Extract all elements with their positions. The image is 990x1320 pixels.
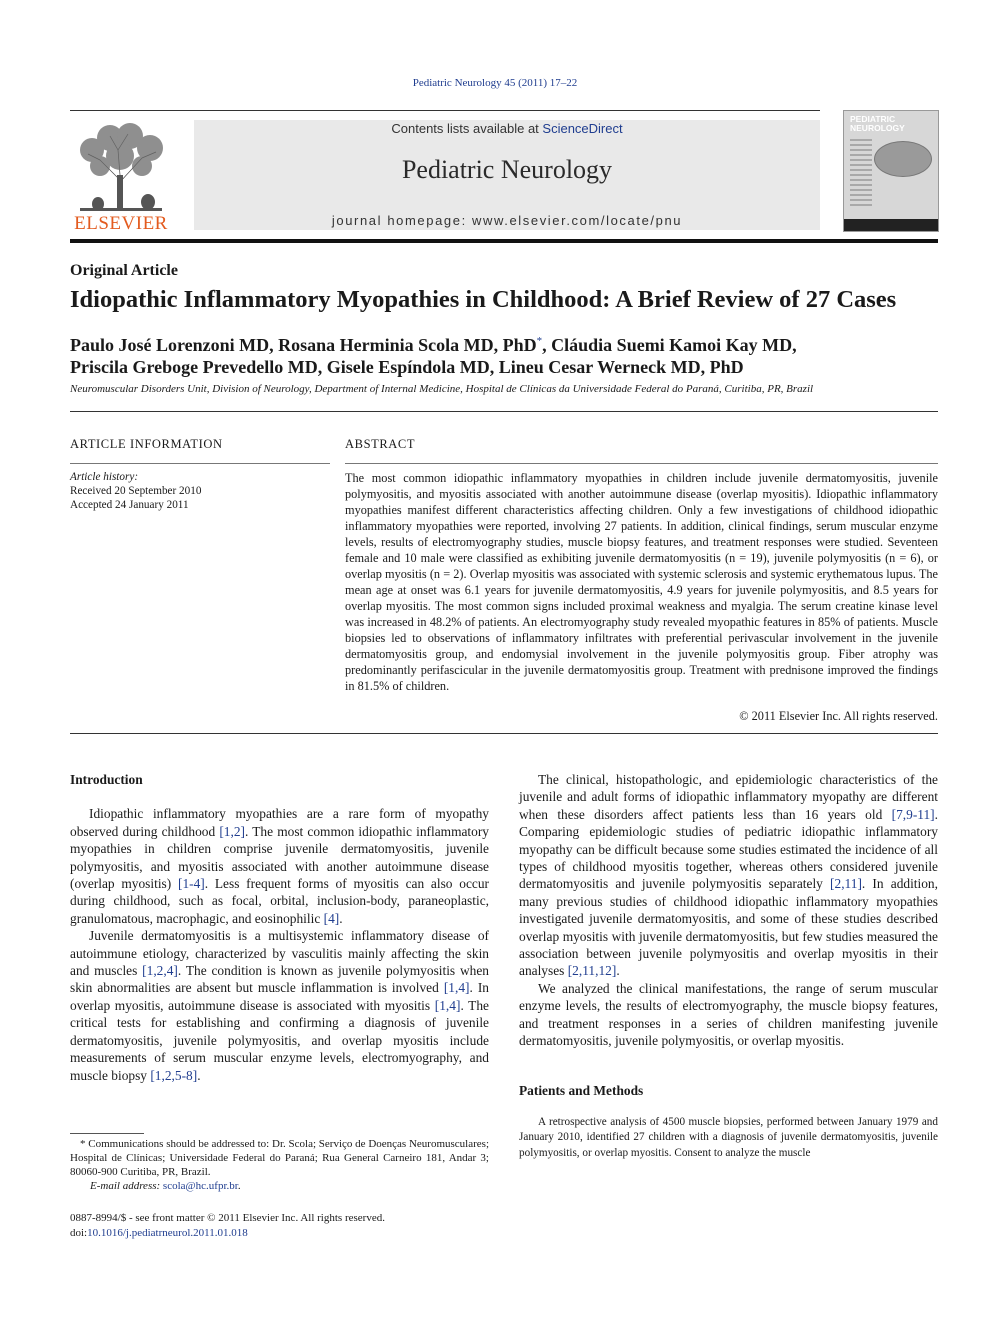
journal-title: Pediatric Neurology bbox=[401, 155, 613, 184]
cover-title: PEDIATRIC NEUROLOGY bbox=[850, 114, 905, 133]
rule bbox=[70, 411, 938, 412]
correspondence-footnote: * Communications should be addressed to: Dr. Scola; Serviço de Doenças Neuromusculares; Hospital de Clínicas; Universidade Federal do Paraná; Rua General Carneiro 181, Andar 3; 80060-900 Curitiba, PR, Brazil. E-mail address: scola@hc.ufpr.br. bbox=[70, 1138, 489, 1192]
article-info-heading: ARTICLE INFORMATION bbox=[70, 437, 223, 451]
citation-link[interactable]: [1,4] bbox=[443, 980, 470, 996]
introduction-heading: Introduction bbox=[70, 772, 143, 787]
doi-link[interactable]: 10.1016/j.pediatrneurol.2011.01.018 bbox=[87, 1227, 248, 1239]
corresponding-author-marker[interactable]: * bbox=[536, 335, 543, 347]
cover-footer-bar bbox=[844, 219, 938, 231]
methods-heading: Patients and Methods bbox=[519, 1082, 644, 1098]
abstract-heading: ABSTRACT bbox=[345, 437, 416, 451]
abstract-copyright: © 2011 Elsevier Inc. All rights reserved. bbox=[739, 709, 938, 723]
citation-link[interactable]: [4] bbox=[323, 910, 340, 926]
left-column bbox=[70, 771, 489, 1084]
sciencedirect-link[interactable]: ScienceDirect bbox=[542, 121, 623, 136]
cover-text-lines bbox=[850, 139, 872, 209]
cover-brain-image bbox=[874, 141, 932, 177]
methods-paragraph: A retrospective analysis of 4500 muscle biopsies, performed between January 1979 and January 2010, identified 27 children with a diagnosis of juvenile dermatomyositis, juvenile polymyositis, or overlap myositis. Consent to analyze the muscle bbox=[519, 1115, 938, 1159]
rule bbox=[70, 733, 938, 734]
citation-link[interactable]: [1,2,4] bbox=[142, 963, 178, 979]
email-link[interactable]: scola@hc.ufpr.br bbox=[162, 1180, 238, 1192]
citation-link[interactable]: [1-4] bbox=[177, 876, 205, 892]
contents-line: Contents lists available at ScienceDirect bbox=[391, 121, 623, 136]
intro-paragraph-3: The clinical, histopathologic, and epidemiologic characteristics of the juvenile and adult forms of idiopathic inflammatory myopathy are different when these disorders affect patients less than 16 years old [7,9-11]. Comparing epidemiologic studies of pediatric idiopathic inflammatory myopathy can be difficult because some studies estimated the incidence of all types of childhood myositis together, whereas others considered juvenile dermatomyositis and juvenile polymyositis separately [2,11]. In addition, many previous studies of childhood idiopathic inflammatory myopathies investigated juvenile dermatomyositis, and some of these studies described overlap myositis with juvenile dermatomyositis, but few studies measured the association between juvenile polymyositis and overlap myositis in their analyses [2,11,12]. bbox=[519, 772, 938, 979]
rule bbox=[70, 463, 330, 464]
issn-line: 0887-8994/$ - see front matter © 2011 Elsevier Inc. All rights reserved. bbox=[70, 1212, 385, 1224]
article-type: Original Article bbox=[70, 262, 178, 279]
citation-link[interactable]: [7,9-11] bbox=[891, 806, 935, 822]
intro-paragraph-2: Juvenile dermatomyositis is a multisystemic inflammatory disease of autoimmune etiology, characterized by vasculitis mainly affecting the skin and muscles [1,2,4]. The condition is known as juvenile polymyositis when skin abnormalities are absent but muscle inflammation is involved [1,4]. In overlap myositis, autoimmune disease is associated with myositis [1,4]. The critical tests for establishing and confirming a diagnosis of juvenile dermatomyositis, juvenile polymyositis, and overlap myositis include measurements of serum muscular enzyme levels, electromyography, and muscle biopsy [1,2,5-8]. bbox=[70, 928, 489, 1083]
citation-link[interactable]: [2,11,12] bbox=[567, 963, 617, 979]
header-top-rule bbox=[70, 110, 820, 111]
intro-paragraph-4: We analyzed the clinical manifestations, the range of serum muscular enzyme levels, the results of electromyography, the muscle biopsy features, and treatment responses in a series of children manifesting juvenile dermatomyositis, juvenile polymyositis, or overlap myositis. bbox=[519, 980, 938, 1049]
article-history: Article history: Received 20 September 2010 Accepted 24 January 2011 bbox=[70, 471, 202, 511]
citation-link[interactable]: [2,11] bbox=[830, 876, 862, 892]
issn-doi-block: 0887-8994/$ - see front matter © 2011 Elsevier Inc. All rights reserved. doi:10.1016/j.pediatrneurol.2011.01.018 bbox=[70, 1212, 385, 1239]
citation-link[interactable]: [1,2] bbox=[219, 823, 245, 839]
header-thick-rule bbox=[70, 239, 938, 243]
elsevier-wordmark[interactable]: ELSEVIER bbox=[74, 213, 168, 234]
abstract-text: The most common idiopathic inflammatory myopathies in children include juvenile dermatomyositis, juvenile polymyositis, and myositis associated with another autoimmune disease (overlap myositis). Idiopathic inflammatory myopathies manifest different characteristics affecting children. Only a few investigations of childhood idiopathic inflammatory myopathies were reported, involving 27 patients. In addition, clinical findings, serum muscular enzyme levels, results of electromyography studies, muscle biopsy features, and treatment responses were studied. Seventeen female and 10 male were classified as exhibiting juvenile dermatomyositis (n = 19), juvenile polymyositis (n = 6), or overlap myositis (n = 2). Overlap myositis was associated with systemic sclerosis and systemic erythematous lupus. The mean age at onset was 6.1 years for juvenile dermatomyositis, 4.9 years for juvenile polymyositis, and 8.5 years for overlap myositis. The most common signs included proximal weakness and myalgia. The serum creatine kinase level was increased in 48.2% of patients. An electromyography study revealed myopathic features in 85% of patients. Muscle biopsies led to observations of inflammatory infiltrates with preferential perivascular involvement in the juvenile dermatomyositis group, and endomysial involvement in the juvenile polymyositis group. Fiber atrophy was predominantly perifascicular in the juvenile dermatomyositis group. Treatment with prednisone improved the findings in 81.5% of children. bbox=[345, 471, 938, 693]
article-title: Idiopathic Inflammatory Myopathies in Childhood: A Brief Review of 27 Cases bbox=[70, 286, 897, 313]
journal-cover-thumbnail[interactable] bbox=[843, 110, 939, 232]
affiliation: Neuromuscular Disorders Unit, Division of Neurology, Department of Internal Medicine, Hospital de Clínicas da Universidade Federal do Paraná, Curitiba, PR, Brazil bbox=[70, 383, 814, 395]
journal-homepage[interactable]: journal homepage: www.elsevier.com/locate/pnu bbox=[331, 213, 683, 228]
citation-link[interactable]: [1,4] bbox=[434, 997, 461, 1013]
author-list: Paulo José Lorenzoni MD, Rosana Herminia Scola MD, PhD*, Cláudia Suemi Kamoi Kay MD, Priscila Greboge Prevedello MD, Gisele Espíndola MD, Lineu Cesar Werneck MD, PhD bbox=[70, 335, 797, 377]
intro-paragraph-1: Idiopathic inflammatory myopathies are a rare form of myopathy observed during childhood [1,2]. The most common idiopathic inflammatory myopathies in children comprise juvenile dermatomyositis, juvenile polymyositis, and myositis associated with another autoimmune disease (overlap myositis) [1-4]. Less frequent forms of myositis can also occur during childhood, such as focal, orbital, inclusion-body, paraneoplastic, granulomatous, macrophagic, and eosinophilic [4]. bbox=[70, 806, 489, 926]
right-column bbox=[519, 771, 938, 1161]
rule bbox=[345, 463, 938, 464]
running-head[interactable]: Pediatric Neurology 45 (2011) 17–22 bbox=[412, 77, 578, 89]
citation-link[interactable]: [1,2,5-8] bbox=[150, 1067, 198, 1083]
footnote-rule bbox=[70, 1133, 144, 1134]
